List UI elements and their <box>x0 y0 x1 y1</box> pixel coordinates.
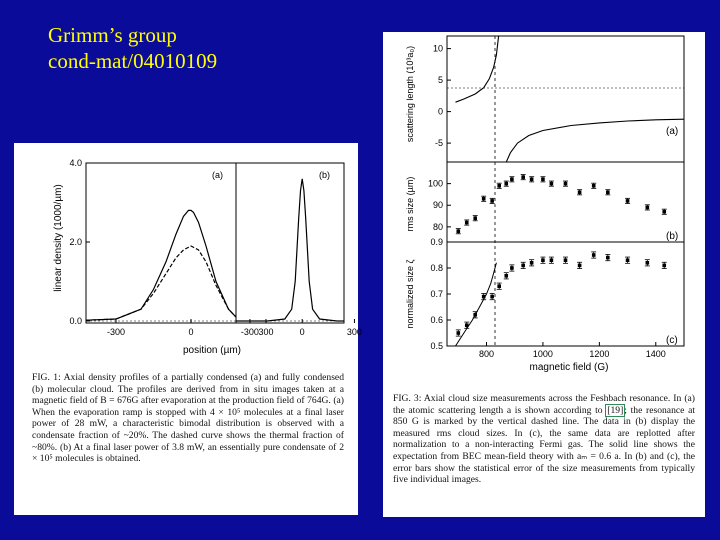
fig3b-point <box>662 210 666 214</box>
figure3-caption <box>393 393 695 486</box>
fig3c-point <box>456 331 460 335</box>
fig3b-point <box>541 177 545 181</box>
fig3c-theory-curve <box>456 263 497 346</box>
fig1-xticks <box>107 319 362 337</box>
fig3-marks <box>456 36 685 346</box>
fig3c-point <box>504 274 508 278</box>
fig3c-point <box>662 264 666 268</box>
fig3b-point <box>473 216 477 220</box>
fig1-xtick-label: -300 <box>106 327 126 337</box>
fig3b-point <box>606 190 610 194</box>
fig3c-point <box>521 264 525 268</box>
fig3c-point <box>646 261 650 265</box>
fig3-ytick-label: -5 <box>434 138 443 149</box>
fig3-ytick-label: 90 <box>432 200 443 211</box>
fig3a-curve-1 <box>503 119 684 162</box>
figure1-plot <box>14 143 362 371</box>
fig3-xtick-label: 1200 <box>589 349 610 359</box>
fig3b-point <box>564 182 568 186</box>
fig3a-curve-0 <box>456 36 499 102</box>
fig1-curve-a-0 <box>86 210 236 320</box>
caption3-pre: FIG. 3: Axial cloud size measurements across the Feshbach resonance. In (a) the atomic scattering length a is shown according to <box>393 393 695 416</box>
fig3c-point <box>530 261 534 265</box>
fig3-ytick-label: 10 <box>432 43 443 54</box>
fig3-ytick-label: 80 <box>432 221 443 232</box>
fig3b-point <box>456 229 460 233</box>
fig3a-ylabel: scattering length (10³a₀) <box>405 45 415 143</box>
fig3b-point <box>646 206 650 210</box>
caption3-post: ; the resonance at 850 G is marked by the vertical dashed line. The data in (b) display the measured rms cloud sizes. In (c), the same data are replotted after normalization to a non-interacting Fermi gas. The solid line shows the expectation from BEC mean-field theory with aₘ = 0.6 a. In (b) and (c), the error bars show the statistical error of the size measurements from typically five individual images. <box>393 404 695 486</box>
fig3b-panel-label: (b) <box>666 231 679 242</box>
fig1a-frame <box>86 163 236 323</box>
fig3c-point <box>626 258 630 262</box>
fig3c-point <box>550 258 554 262</box>
fig3b-point <box>482 197 486 201</box>
figure1-panel <box>14 143 362 515</box>
fig3c-panel-label: (c) <box>666 335 678 346</box>
fig1-xtick-label: 300 <box>258 327 274 337</box>
fig3-ytick-label: 0 <box>437 106 443 117</box>
fig3b-frame <box>447 162 684 242</box>
fig3c-point <box>606 256 610 260</box>
fig3c-point <box>564 258 568 262</box>
fig1-curves <box>86 179 344 321</box>
fig3-ytick-label: 0.5 <box>430 341 443 351</box>
fig1-xtick-label: 0 <box>299 327 305 337</box>
fig3-ytick-label: 100 <box>427 178 443 189</box>
fig3b-point <box>550 182 554 186</box>
fig3c-point <box>490 295 494 299</box>
fig3c-point <box>541 258 545 262</box>
fig1a-panel-label: (a) <box>212 170 223 180</box>
fig3b-point <box>592 184 596 188</box>
caption3-reference-link[interactable]: [19] <box>607 404 624 416</box>
fig3b-point <box>490 199 494 203</box>
title-line-reference: cond-mat/04010109 <box>48 49 218 73</box>
title-line-group: Grimm’s group <box>48 23 177 47</box>
fig3-xtick-label: 1000 <box>532 349 553 359</box>
figure3-plot <box>383 32 705 372</box>
fig3-ytick-label: 5 <box>437 75 443 86</box>
fig3-yticks <box>428 44 451 351</box>
fig1-xtick-label: 300 <box>346 327 362 337</box>
fig3-ytick-label: 0.9 <box>430 237 443 247</box>
fig3b-point <box>465 221 469 225</box>
fig3c-point <box>497 284 501 288</box>
fig1-yticks <box>69 158 90 326</box>
fig3c-ylabel: normalized size ζ <box>405 259 415 329</box>
fig1-ytick-label: 2.0 <box>69 237 82 247</box>
figure1-caption: FIG. 1: Axial density profiles of a partially condensed (a) and fully condensed (b) molecular cloud. The profiles are derived from in situ images taken at a magnetic field of B = 676G after evaporation at the production field of 764G. (a) When the evaporation ramp is stopped with 4 × 10⁵ molecules at a final laser power of 28 mW, a characteristic bimodal distribution is observed with a condensate fraction of ~20%. The dashed curve shows the thermal fraction of ~80%. (b) At a final laser power of 3.8 mW, an essentially pure condensate of 2 × 10⁵ molecules is obtained. <box>32 372 344 465</box>
fig3b-point <box>510 177 514 181</box>
fig3c-point <box>510 266 514 270</box>
fig3b-point <box>530 177 534 181</box>
fig3-ytick-label: 0.8 <box>430 263 443 273</box>
fig3b-point <box>521 175 525 179</box>
fig3-xtick-label: 800 <box>478 349 495 359</box>
slide-title <box>48 22 217 74</box>
fig1-ytick-label: 0.0 <box>69 316 82 326</box>
fig3-ytick-label: 0.7 <box>430 289 443 299</box>
fig3b-point <box>504 182 508 186</box>
fig3-xtick-label: 1400 <box>645 349 666 359</box>
fig3b-ylabel: rms size (µm) <box>405 176 415 232</box>
fig1b-frame <box>236 163 344 323</box>
fig3b-point <box>578 190 582 194</box>
fig3a-panel-label: (a) <box>666 126 679 137</box>
fig3b-point <box>497 184 501 188</box>
fig3c-point <box>592 253 596 257</box>
fig1-xtick-label: 0 <box>188 327 194 337</box>
fig3a-frame <box>447 36 684 162</box>
figure3-panel <box>383 32 705 517</box>
fig1b-panel-label: (b) <box>319 170 330 180</box>
fig1-xlabel: position (µm) <box>183 345 241 356</box>
fig1-curve-a-1 <box>86 246 236 320</box>
fig3-ytick-label: 0.6 <box>430 315 443 325</box>
fig1-ytick-label: 4.0 <box>69 158 82 168</box>
fig1-curve-b-0 <box>236 179 344 321</box>
fig3c-point <box>578 264 582 268</box>
fig3-xlabel: magnetic field (G) <box>529 362 609 373</box>
fig3b-point <box>626 199 630 203</box>
fig3-xticks <box>479 342 666 359</box>
fig1-xtick-label: -300 <box>240 327 259 337</box>
fig1-ylabel: linear density (1000/µm) <box>53 184 64 292</box>
